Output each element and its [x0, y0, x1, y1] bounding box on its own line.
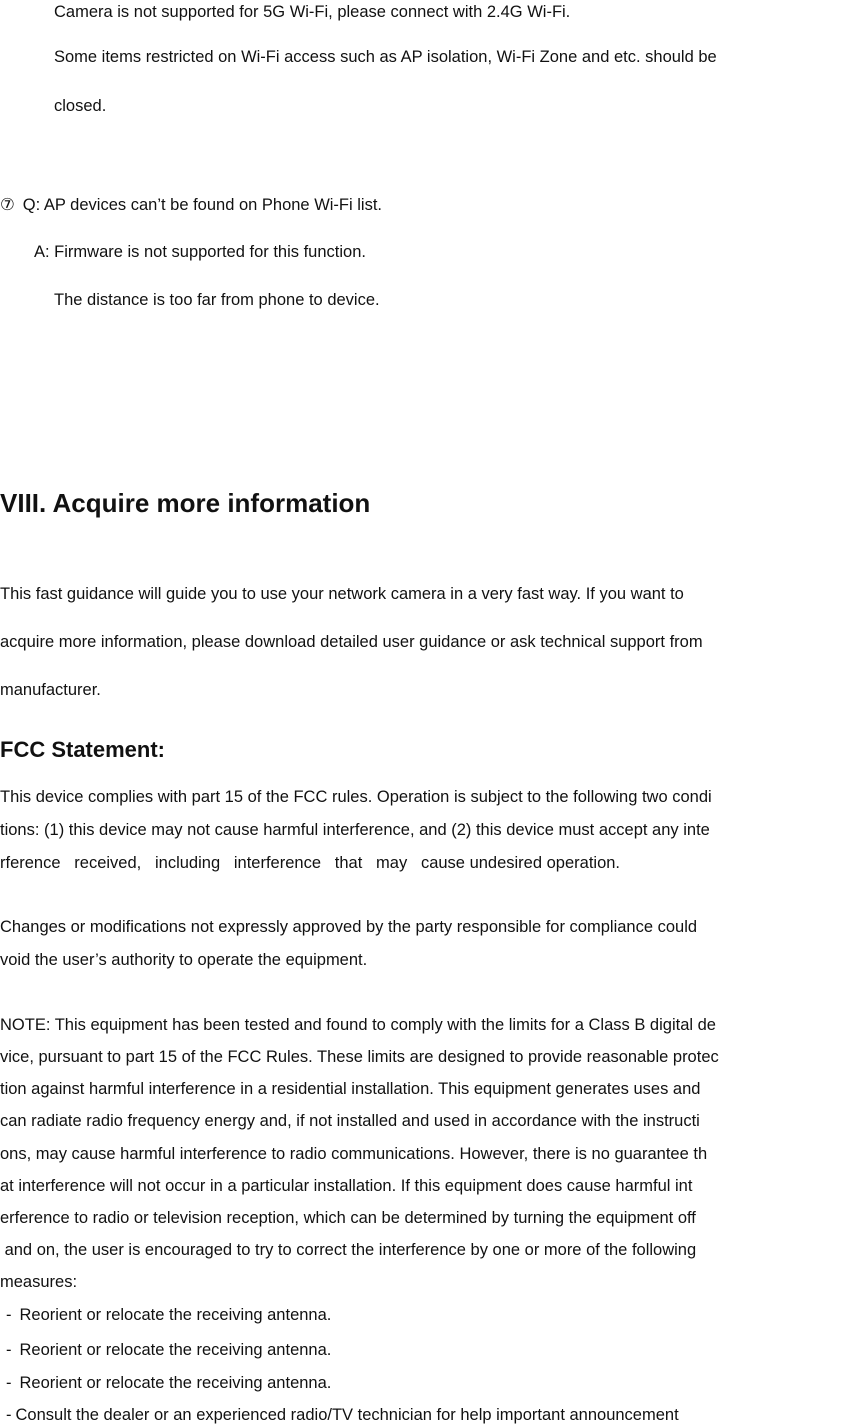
dash-bullet: -: [6, 1306, 12, 1324]
section-8-paragraph-line-2: acquire more information, please download detailed user guidance or ask technical support from: [0, 633, 703, 651]
faq-7-question-text: Q: AP devices can’t be found on Phone Wi-Fi list.: [22, 196, 383, 214]
measure-text: Consult the dealer or an experienced radio/TV technician for help important announcement: [15, 1406, 679, 1424]
fcc-note-line-9: measures:: [0, 1273, 78, 1291]
fcc-paragraph-1-line-3: rference received, including interference that may cause undesired operation.: [0, 854, 621, 872]
dash-bullet: -: [6, 1374, 12, 1392]
dash-bullet: -: [6, 1341, 12, 1359]
measure-text: Reorient or relocate the receiving antenna.: [19, 1341, 332, 1359]
fcc-note-line-8: and on, the user is encouraged to try to correct the interference by one or more of the following: [0, 1241, 697, 1259]
section-8-paragraph-line-1: This fast guidance will guide you to use your network camera in a very fast way. If you want to: [0, 585, 684, 603]
fcc-statement-title: FCC Statement:: [0, 737, 166, 762]
fcc-paragraph-1-line-2: tions: (1) this device may not cause harmful interference, and (2) this device must accept any inte: [0, 821, 710, 839]
faq-7-question: [0, 195, 382, 215]
measure-text: Reorient or relocate the receiving antenna.: [19, 1306, 332, 1324]
fcc-paragraph-2-line-1: Changes or modifications not expressly approved by the party responsible for compliance could: [0, 918, 698, 936]
measure-text: Reorient or relocate the receiving antenna.: [19, 1374, 332, 1392]
faq-continued-line-2: Some items restricted on Wi-Fi access such as AP isolation, Wi-Fi Zone and etc. should be: [54, 48, 717, 66]
measure-list-item: [6, 1405, 679, 1425]
fcc-note-line-6: at interference will not occur in a particular installation. If this equipment does cause harmful int: [0, 1177, 693, 1195]
faq-continued-line-3: closed.: [54, 97, 107, 115]
faq-7-answer-2: The distance is too far from phone to device.: [54, 291, 380, 309]
section-8-paragraph-line-3: manufacturer.: [0, 681, 101, 699]
faq-continued-line-1: Camera is not supported for 5G Wi-Fi, please connect with 2.4G Wi-Fi.: [54, 3, 571, 21]
measure-list-item: [6, 1340, 331, 1360]
fcc-note-line-7: erference to radio or television reception, which can be determined by turning the equipment off: [0, 1209, 696, 1227]
measure-list-item: [6, 1373, 331, 1393]
fcc-note-line-1: NOTE: This equipment has been tested and found to comply with the limits for a Class B digital de: [0, 1016, 716, 1034]
dash-bullet: -: [6, 1406, 12, 1424]
fcc-note-line-5: ons, may cause harmful interference to radio communications. However, there is no guarantee th: [0, 1145, 708, 1163]
fcc-note-line-3: tion against harmful interference in a residential installation. This equipment generates uses and: [0, 1080, 701, 1098]
measure-list-item: [6, 1305, 331, 1325]
fcc-paragraph-2-line-2: void the user’s authority to operate the equipment.: [0, 951, 368, 969]
circled-seven-marker: ⑦: [0, 196, 15, 214]
faq-7-answer-1: A: Firmware is not supported for this function.: [34, 243, 366, 261]
section-8-title: VIII. Acquire more information: [0, 488, 371, 518]
fcc-paragraph-1-line-1: This device complies with part 15 of the FCC rules. Operation is subject to the following two condi: [0, 788, 712, 806]
fcc-note-line-4: can radiate radio frequency energy and, if not installed and used in accordance with the instructi: [0, 1112, 700, 1130]
fcc-note-line-2: vice, pursuant to part 15 of the FCC Rules. These limits are designed to provide reasonable protec: [0, 1048, 719, 1066]
